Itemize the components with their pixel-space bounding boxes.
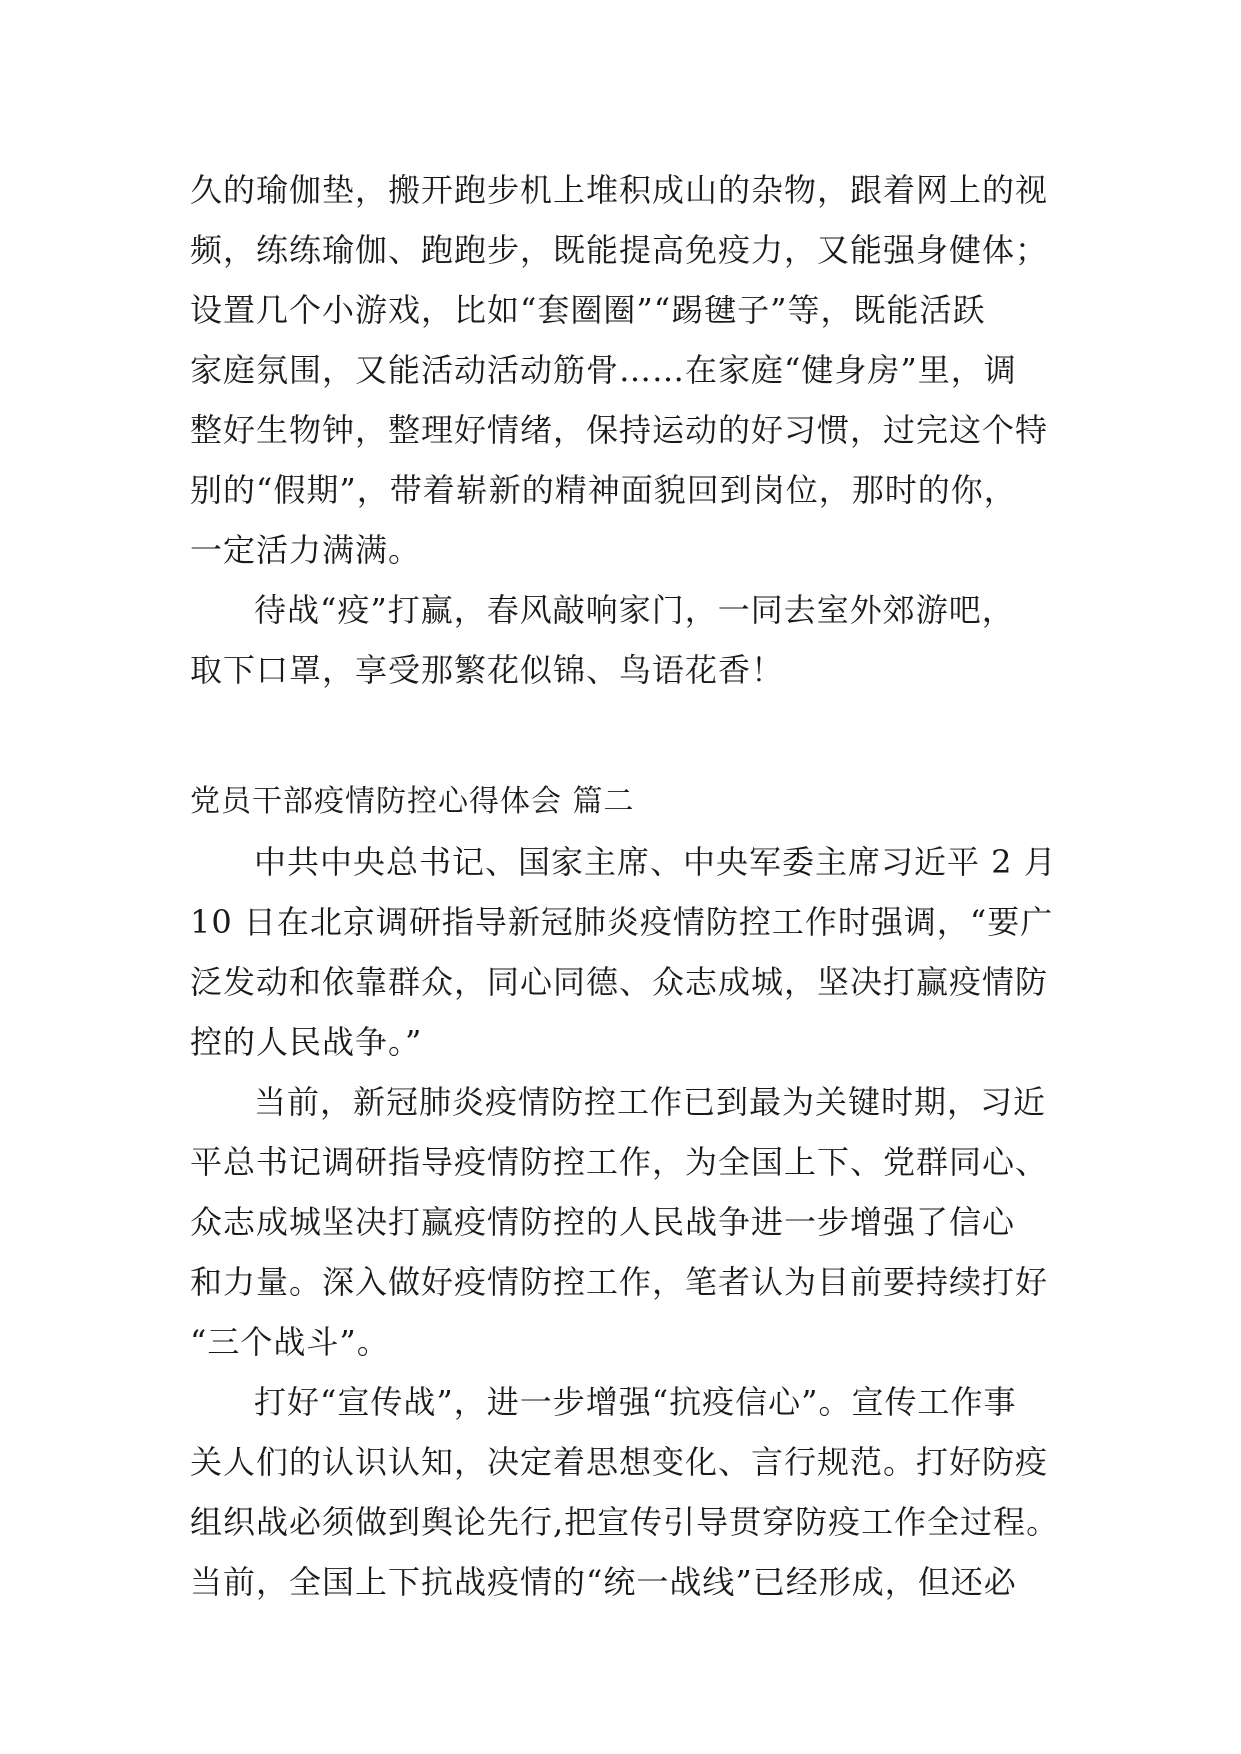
text-line: 泛发动和依靠群众，同心同德、众志成城，坚决打赢疫情防 bbox=[190, 963, 1049, 1001]
text-line: 当前，新冠肺炎疫情防控工作已到最为关键时期，习近 bbox=[254, 1083, 1047, 1121]
text-line: 别的“假期”，带着崭新的精神面貌回到岗位，那时的你， bbox=[190, 471, 1017, 509]
text-line: 当前，全国上下抗战疫情的“统一战线”已经形成，但还必 bbox=[190, 1563, 1017, 1601]
text-line: 和力量。深入做好疫情防控工作，笔者认为目前要持续打好 bbox=[190, 1263, 1049, 1301]
text-line: 整好生物钟，整理好情绪，保持运动的好习惯，过完这个特 bbox=[190, 411, 1049, 449]
text-line: 中共中央总书记、国家主席、中央军委主席习近平 2 月 bbox=[254, 843, 1057, 881]
text-line: 取下口罩，享受那繁花似锦、鸟语花香！ bbox=[190, 651, 785, 689]
text-line: 控的人民战争。” bbox=[190, 1023, 423, 1061]
text-line: 一定活力满满。 bbox=[190, 531, 422, 569]
paragraph-spacer bbox=[190, 700, 1070, 772]
text-line: 10 日在北京调研指导新冠肺炎疫情防控工作时强调，“要广 bbox=[190, 903, 1054, 941]
text-line: 频，练练瑜伽、跑跑步，既能提高免疫力，又能强身健体； bbox=[190, 231, 1049, 269]
text-line: 组织战必须做到舆论先行,把宣传引导贯穿防疫工作全过程。 bbox=[190, 1503, 1060, 1541]
text-line: 久的瑜伽垫，搬开跑步机上堆积成山的杂物，跟着网上的视 bbox=[190, 171, 1049, 209]
text-line: “三个战斗”。 bbox=[190, 1323, 390, 1361]
text-line: 打好“宣传战”，进一步增强“抗疫信心”。宣传工作事 bbox=[254, 1383, 1017, 1421]
text-line: 设置几个小游戏，比如“套圈圈”“踢毽子”等，既能活跃 bbox=[190, 291, 986, 329]
text-line: 平总书记调研指导疫情防控工作，为全国上下、党群同心、 bbox=[190, 1143, 1049, 1181]
section-heading: 党员干部疫情防控心得体会 篇二 bbox=[190, 784, 635, 819]
text-line: 家庭氛围，又能活动活动筋骨……在家庭“健身房”里，调 bbox=[190, 351, 1017, 389]
document-body bbox=[190, 160, 1070, 1612]
text-line: 众志成城坚决打赢疫情防控的人民战争进一步增强了信心 bbox=[190, 1203, 1016, 1241]
text-line: 关人们的认识认知，决定着思想变化、言行规范。打好防疫 bbox=[190, 1443, 1049, 1481]
text-line: 待战“疫”打赢，春风敲响家门，一同去室外郊游吧， bbox=[254, 591, 1015, 629]
